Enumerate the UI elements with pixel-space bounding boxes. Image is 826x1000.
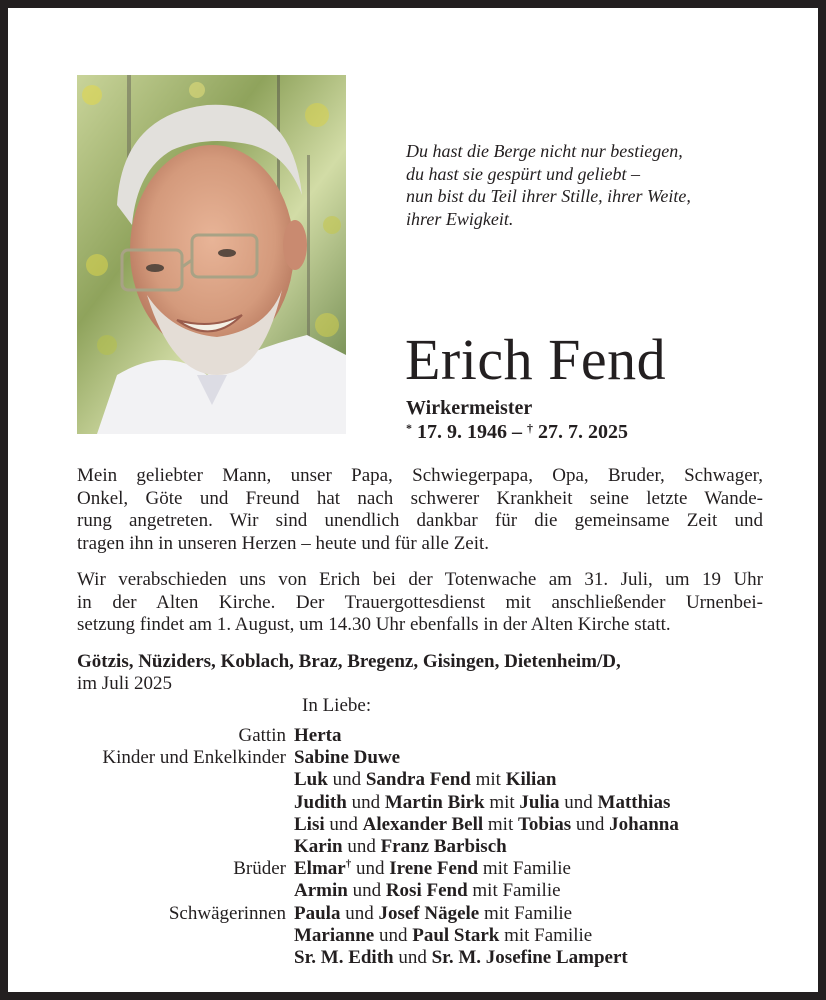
person-name: Judith [294,791,347,813]
person-name: Herta [294,725,342,746]
person-name: Sr. M. Josefine Lampert [431,947,628,969]
person-name: Johanna [609,813,679,835]
life-dates [406,420,628,444]
person-name: Julia [519,791,560,813]
person-name: Lisi [294,813,325,835]
birth-star-icon: * [406,421,412,435]
relation-label: Gattin [238,725,286,746]
mourner-row [8,947,818,969]
relation-label: Brüder [233,858,286,880]
connector-text: und [324,813,363,835]
person-name: Paula [294,902,341,924]
mourner-names [294,858,571,880]
paragraph-line: setzung findet am 1. August, um 14.30 Uhr ebenfalls in der Alten Kirche statt. [77,614,671,635]
mourner-row [8,747,818,769]
date-separator: – [507,421,527,443]
birth-date: 17. 9. 1946 [417,421,507,443]
relation-label [8,836,294,858]
poem-line: Du hast die Berge nicht nur bestiegen, [406,141,683,161]
person-name: Alexander Bell [362,813,484,835]
mourner-row [8,814,818,836]
person-name: Sandra Fend [365,769,471,791]
connector-text: mit [470,769,506,791]
person-name: Kilian [505,769,557,791]
mourner-row [8,903,818,925]
paragraph-line: Mein geliebter Mann, unser Papa, Schwiegerpapa, Opa, Bruder, Schwager, [77,465,763,486]
relation-label [8,769,294,791]
connector-text: und [571,813,610,835]
connector-text: und [340,902,379,924]
paragraph-line: rung angetreten. Wir sind unendlich dankbar für die gemeinsame Zeit und [77,510,763,531]
mourner-row [8,880,818,902]
deceased-cross-icon: † [345,858,352,871]
mourner-row [8,769,818,791]
connector-text: mit [483,813,518,835]
mourner-names [294,792,670,814]
connector-text: und [347,880,386,902]
relation-label [8,792,294,814]
paragraph-line: tragen ihn in unseren Herzen – heute und für alle Zeit. [77,532,490,554]
connector-text: mit Familie [479,902,573,924]
paragraph-line: Wir verabschieden uns von Erich bei der Totenwache am 31. Juli, um 19 Uhr [77,569,763,590]
person-name: Armin [294,880,348,902]
mourner-names [294,880,561,902]
mourner-row [8,725,818,747]
mourner-row [8,836,818,858]
connector-text: und [559,791,598,813]
poem-line: nun bist du Teil ihrer Stille, ihrer Weite, [406,186,691,206]
person-name: Karin [294,836,343,858]
mourner-row [8,925,818,947]
relation-label [8,925,294,947]
places-line: Götzis, Nüziders, Koblach, Braz, Bregenz, Gisingen, Dietenheim/D, [77,651,621,672]
mourner-names [294,947,628,969]
signature-date: im Juli 2025 [77,673,173,694]
relation-label: Kinder und Enkelkinder [102,747,286,769]
mourner-names [294,925,592,947]
mourner-names [294,769,556,791]
mourner-names [294,836,507,858]
person-name: Irene Fend [389,858,479,880]
relation-label [8,814,294,836]
mourners-list [8,725,818,969]
person-name: Luk [294,769,328,791]
connector-text: mit [484,791,520,813]
paragraph-line: Onkel, Göte und Freund hat nach schwerer Krankheit seine letzte Wande- [77,487,763,509]
person-name: Rosi Fend [385,880,468,902]
person-name: Marianne [294,924,375,946]
person-name: Martin Birk [384,791,485,813]
connector-text: und [351,858,390,880]
deceased-profession: Wirkermeister [406,397,533,419]
connector-text: und [374,924,413,946]
deceased-name: Erich Fend [405,327,667,392]
poem-line: ihrer Ewigkeit. [406,208,514,229]
poem-line: du hast sie gespürt und geliebt – [406,163,640,184]
connector-text: mit Familie [499,924,593,946]
person-name: Tobias [517,813,572,835]
poem [406,140,786,230]
in-liebe-label: In Liebe: [302,695,372,716]
death-date: 27. 7. 2025 [538,421,628,443]
person-name: Matthias [597,791,671,813]
person-name: Sabine Duwe [294,747,401,769]
mourner-names [294,747,400,769]
relation-label [8,947,294,969]
connector-text: und [342,836,381,858]
death-cross-icon: † [527,421,533,435]
paragraph-line: in der Alten Kirche. Der Trauergottesdienst mit anschließender Urnenbei- [77,591,763,613]
mourner-names [294,814,679,836]
connector-text: mit Familie [478,858,571,880]
service-paragraph [77,569,763,637]
person-name: Paul Stark [412,924,500,946]
relation-label [8,880,294,902]
mourner-names [294,725,341,747]
relation-label: Schwägerinnen [168,902,286,924]
connector-text: und [327,769,366,791]
mourner-names [294,903,572,925]
announcement-paragraph [77,465,763,555]
person-name: Elmar [294,858,346,880]
person-name: Sr. M. Edith [294,947,394,969]
mourner-row [8,792,818,814]
connector-text: mit Familie [467,880,561,902]
portrait-photo [77,75,346,434]
connector-text: und [393,947,432,969]
person-name: Franz Barbisch [380,836,507,858]
obituary-card [8,8,818,992]
connector-text: und [346,791,385,813]
mourner-row [8,858,818,880]
person-name: Josef Nägele [378,902,480,924]
